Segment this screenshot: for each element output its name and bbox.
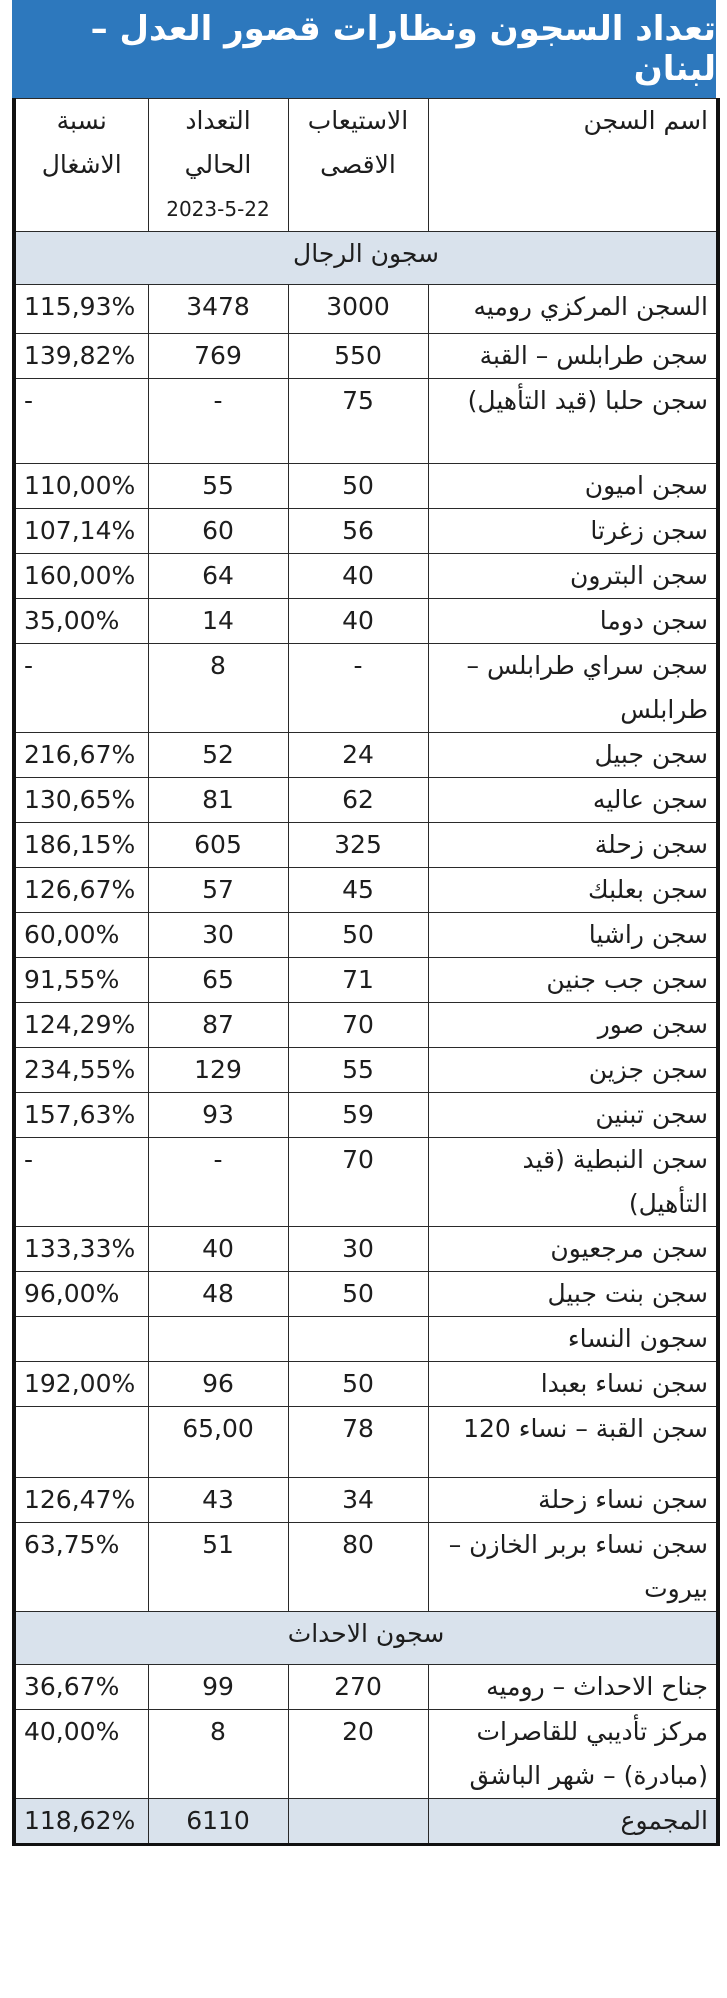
table-row — [14, 644, 718, 733]
prison-name-cell: سجن زغرتا — [428, 509, 718, 554]
occupancy-cell: 91,55% — [14, 958, 148, 1003]
current-count-cell: 65 — [148, 958, 288, 1003]
capacity-cell: 75 — [288, 379, 428, 464]
occupancy-cell — [14, 1407, 148, 1478]
capacity-cell: 50 — [288, 464, 428, 509]
prison-name-cell: سجن بنت جبيل — [428, 1272, 718, 1317]
header-occupancy — [14, 99, 148, 232]
capacity-cell: 50 — [288, 1362, 428, 1407]
capacity-cell: 71 — [288, 958, 428, 1003]
capacity-cell: 45 — [288, 868, 428, 913]
capacity-cell: 70 — [288, 1003, 428, 1048]
current-count-cell: 40 — [148, 1227, 288, 1272]
occupancy-cell: 107,14% — [14, 509, 148, 554]
table-header-row — [14, 99, 718, 232]
section-row — [14, 1612, 718, 1665]
prison-name-cell: سجن النبطية (قيد التأهيل) — [428, 1138, 718, 1227]
prison-name-cell: سجن تبنين — [428, 1093, 718, 1138]
capacity-cell: 70 — [288, 1138, 428, 1227]
total-capacity — [288, 1799, 428, 1845]
capacity-cell: 55 — [288, 1048, 428, 1093]
capacity-cell — [288, 1317, 428, 1362]
current-count-cell: 605 — [148, 823, 288, 868]
header-current-line1: التعداد — [185, 106, 251, 135]
capacity-cell: 40 — [288, 554, 428, 599]
prison-name-cell: سجن عاليه — [428, 778, 718, 823]
current-count-cell: - — [148, 1138, 288, 1227]
current-count-cell: 30 — [148, 913, 288, 958]
capacity-cell: 56 — [288, 509, 428, 554]
prison-name-cell: سجن البترون — [428, 554, 718, 599]
table-row — [14, 1407, 718, 1478]
table-row — [14, 1227, 718, 1272]
capacity-cell: 30 — [288, 1227, 428, 1272]
prison-name-cell: سجن مرجعيون — [428, 1227, 718, 1272]
current-count-cell: 64 — [148, 554, 288, 599]
occupancy-cell: 96,00% — [14, 1272, 148, 1317]
table-row — [14, 1138, 718, 1227]
current-count-cell: 8 — [148, 1710, 288, 1799]
current-count-cell: 14 — [148, 599, 288, 644]
table-row — [14, 599, 718, 644]
table-row — [14, 379, 718, 464]
current-count-cell — [148, 1317, 288, 1362]
capacity-cell: 62 — [288, 778, 428, 823]
table-body — [14, 232, 718, 1845]
current-count-cell: - — [148, 379, 288, 464]
total-row — [14, 1799, 718, 1845]
current-count-cell: 65,00 — [148, 1407, 288, 1478]
capacity-cell: 80 — [288, 1523, 428, 1612]
table-row — [14, 464, 718, 509]
prison-name-cell: سجن نساء زحلة — [428, 1478, 718, 1523]
capacity-cell: 24 — [288, 733, 428, 778]
occupancy-cell: 60,00% — [14, 913, 148, 958]
occupancy-cell: 35,00% — [14, 599, 148, 644]
current-count-cell: 48 — [148, 1272, 288, 1317]
current-count-cell: 8 — [148, 644, 288, 733]
header-occupancy-line2: الاشغال — [41, 150, 122, 179]
section-title: سجون الرجال — [14, 232, 718, 285]
occupancy-cell: 63,75% — [14, 1523, 148, 1612]
occupancy-cell: 160,00% — [14, 554, 148, 599]
table-row — [14, 1478, 718, 1523]
prison-name-cell: سجن حلبا (قيد التأهيل) — [428, 379, 718, 464]
current-count-cell: 96 — [148, 1362, 288, 1407]
current-count-cell: 93 — [148, 1093, 288, 1138]
header-current — [148, 99, 288, 232]
prison-name-cell: جناح الاحداث – روميه — [428, 1665, 718, 1710]
prison-name-cell: سجون النساء — [428, 1317, 718, 1362]
current-count-cell: 57 — [148, 868, 288, 913]
current-count-cell: 769 — [148, 334, 288, 379]
capacity-cell: 3000 — [288, 285, 428, 334]
occupancy-cell: 40,00% — [14, 1710, 148, 1799]
occupancy-cell: 192,00% — [14, 1362, 148, 1407]
table-row — [14, 823, 718, 868]
table-row — [14, 554, 718, 599]
table-row — [14, 1710, 718, 1799]
capacity-cell: 40 — [288, 599, 428, 644]
occupancy-cell: 139,82% — [14, 334, 148, 379]
table-row — [14, 1362, 718, 1407]
prison-name-cell: سجن القبة – نساء 120 — [428, 1407, 718, 1478]
prison-name-cell: سجن نساء بربر الخازن – بيروت — [428, 1523, 718, 1612]
capacity-cell: 59 — [288, 1093, 428, 1138]
capacity-cell: 34 — [288, 1478, 428, 1523]
occupancy-cell: 124,29% — [14, 1003, 148, 1048]
table-row — [14, 868, 718, 913]
prison-name-cell: سجن طرابلس – القبة — [428, 334, 718, 379]
current-count-cell: 3478 — [148, 285, 288, 334]
occupancy-cell: 115,93% — [14, 285, 148, 334]
table-row — [14, 1048, 718, 1093]
total-label: المجموع — [428, 1799, 718, 1845]
prison-name-cell: السجن المركزي روميه — [428, 285, 718, 334]
prison-name-cell: سجن جبيل — [428, 733, 718, 778]
occupancy-cell: 234,55% — [14, 1048, 148, 1093]
page-title: تعداد السجون ونظارات قصور العدل – لبنان — [12, 0, 716, 101]
table-row — [14, 733, 718, 778]
capacity-cell: 50 — [288, 1272, 428, 1317]
occupancy-cell: - — [14, 1138, 148, 1227]
occupancy-cell: 216,67% — [14, 733, 148, 778]
current-count-cell: 60 — [148, 509, 288, 554]
header-current-line2: الحالي — [184, 150, 252, 179]
capacity-cell: 78 — [288, 1407, 428, 1478]
header-capacity-line2: الاقصى — [320, 150, 396, 179]
prison-name-cell: سجن دوما — [428, 599, 718, 644]
occupancy-cell: 133,33% — [14, 1227, 148, 1272]
prison-name-cell: سجن راشيا — [428, 913, 718, 958]
current-count-cell: 129 — [148, 1048, 288, 1093]
current-count-cell: 99 — [148, 1665, 288, 1710]
table-row — [14, 1317, 718, 1362]
prison-name-cell: سجن زحلة — [428, 823, 718, 868]
prison-name-cell: سجن جزين — [428, 1048, 718, 1093]
current-count-cell: 51 — [148, 1523, 288, 1612]
capacity-cell: 50 — [288, 913, 428, 958]
table-row — [14, 778, 718, 823]
header-current-date: 2023-5-22 — [166, 197, 270, 221]
prison-name-cell: سجن اميون — [428, 464, 718, 509]
occupancy-cell: 157,63% — [14, 1093, 148, 1138]
prison-name-cell: سجن جب جنين — [428, 958, 718, 1003]
current-count-cell: 87 — [148, 1003, 288, 1048]
capacity-cell: 325 — [288, 823, 428, 868]
occupancy-cell: 36,67% — [14, 1665, 148, 1710]
current-count-cell: 55 — [148, 464, 288, 509]
occupancy-cell: 186,15% — [14, 823, 148, 868]
current-count-cell: 52 — [148, 733, 288, 778]
table-row — [14, 509, 718, 554]
table-row — [14, 1523, 718, 1612]
prison-name-cell: سجن نساء بعبدا — [428, 1362, 718, 1407]
current-count-cell: 43 — [148, 1478, 288, 1523]
table-row — [14, 1272, 718, 1317]
section-title: سجون الاحداث — [14, 1612, 718, 1665]
table-row — [14, 334, 718, 379]
header-name — [428, 99, 718, 232]
occupancy-cell: - — [14, 644, 148, 733]
occupancy-cell: - — [14, 379, 148, 464]
total-occupancy: 118,62% — [14, 1799, 148, 1845]
table-row — [14, 1665, 718, 1710]
occupancy-cell: 130,65% — [14, 778, 148, 823]
total-current: 6110 — [148, 1799, 288, 1845]
current-count-cell: 81 — [148, 778, 288, 823]
table-row — [14, 1093, 718, 1138]
capacity-cell: 270 — [288, 1665, 428, 1710]
header-capacity — [288, 99, 428, 232]
prison-name-cell: سجن سراي طرابلس – طرابلس — [428, 644, 718, 733]
capacity-cell: 20 — [288, 1710, 428, 1799]
prison-name-cell: مركز تأديبي للقاصرات (مبادرة) – شهر الباشق — [428, 1710, 718, 1799]
capacity-cell: - — [288, 644, 428, 733]
occupancy-cell — [14, 1317, 148, 1362]
prisons-table — [12, 98, 720, 1846]
header-name-label: اسم السجن — [583, 106, 708, 135]
occupancy-cell: 126,67% — [14, 868, 148, 913]
occupancy-cell: 126,47% — [14, 1478, 148, 1523]
table-row — [14, 958, 718, 1003]
occupancy-cell: 110,00% — [14, 464, 148, 509]
table-row — [14, 285, 718, 334]
header-occupancy-line1: نسبة — [56, 106, 107, 135]
table-row — [14, 913, 718, 958]
capacity-cell: 550 — [288, 334, 428, 379]
section-row — [14, 232, 718, 285]
prison-name-cell: سجن صور — [428, 1003, 718, 1048]
table-row — [14, 1003, 718, 1048]
prison-name-cell: سجن بعلبك — [428, 868, 718, 913]
header-capacity-line1: الاستيعاب — [307, 106, 409, 135]
